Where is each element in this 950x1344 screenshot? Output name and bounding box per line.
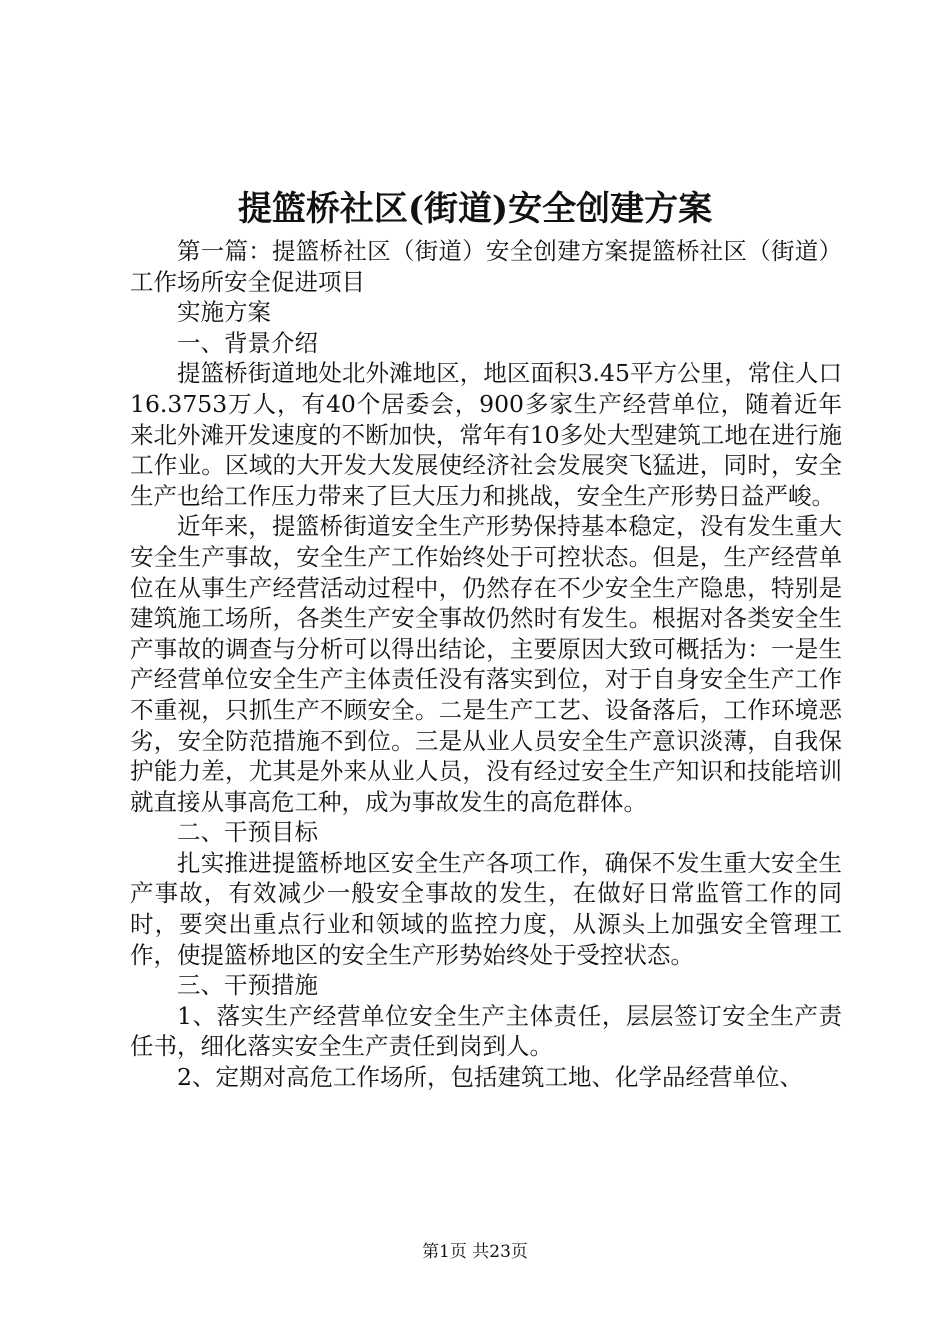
document-title: 提篮桥社区(街道)安全创建方案 xyxy=(237,189,713,229)
paragraph-goals: 扎实推进提篮桥地区安全生产各项工作，确保不发生重大安全生产事故，有效减少一般安全事故的发生，在做好日常监管工作的同时，要突出重点行业和领域的监控力度，从源头上加强安全管理工作，使提篮桥地区的安全生产形势始终处于受控状态。 xyxy=(130,848,842,969)
paragraph-intro: 第一篇：提篮桥社区（街道）安全创建方案提篮桥社区（街道）工作场所安全促进项目 xyxy=(130,237,842,296)
page-footer: 第1页 共23页 xyxy=(422,1242,528,1262)
paragraph-background-1: 提篮桥街道地处北外滩地区，地区面积3.45平方公里，常住人口16.3753万人，有40个居委会，900多家生产经营单位，随着近年来北外滩开发速度的不断加快，常年有10多处大型建筑工地在进行施工作业。区域的大开发大发展使经济社会发展突飞猛进，同时，安全生产也给工作压力带来了巨大压力和挑战，安全生产形势日益严峻。 xyxy=(130,359,842,510)
section-heading-measures: 三、干预措施 xyxy=(177,971,318,1000)
paragraph-subtitle: 实施方案 xyxy=(177,298,271,327)
paragraph-background-2: 近年来，提篮桥街道安全生产形势保持基本稳定，没有发生重大安全生产事故，安全生产工作始终处于可控状态。但是，生产经营单位在从事生产经营活动过程中，仍然存在不少安全生产隐患，特别是建筑施工场所，各类生产安全事故仍然时有发生。根据对各类安全生产事故的调查与分析可以得出结论，主要原因大致可概括为：一是生产经营单位安全生产主体责任没有落实到位，对于自身安全生产工作不重视，只抓生产不顾安全。二是生产工艺、设备落后，工作环境恶劣，安全防范措施不到位。三是从业人员安全生产意识淡薄，自我保护能力差，尤其是外来从业人员，没有经过安全生产知识和技能培训就直接从事高危工种，成为事故发生的高危群体。 xyxy=(130,512,842,816)
section-heading-goals: 二、干预目标 xyxy=(177,818,318,847)
section-heading-background: 一、背景介绍 xyxy=(177,328,318,357)
paragraph-measure-1: 1、落实生产经营单位安全生产主体责任，层层签订安全生产责任书，细化落实安全生产责任到岗到人。 xyxy=(130,1001,842,1061)
paragraph-measure-2: 2、定期对高危工作场所，包括建筑工地、化学品经营单位、 xyxy=(177,1063,803,1092)
document-body xyxy=(130,236,842,1093)
